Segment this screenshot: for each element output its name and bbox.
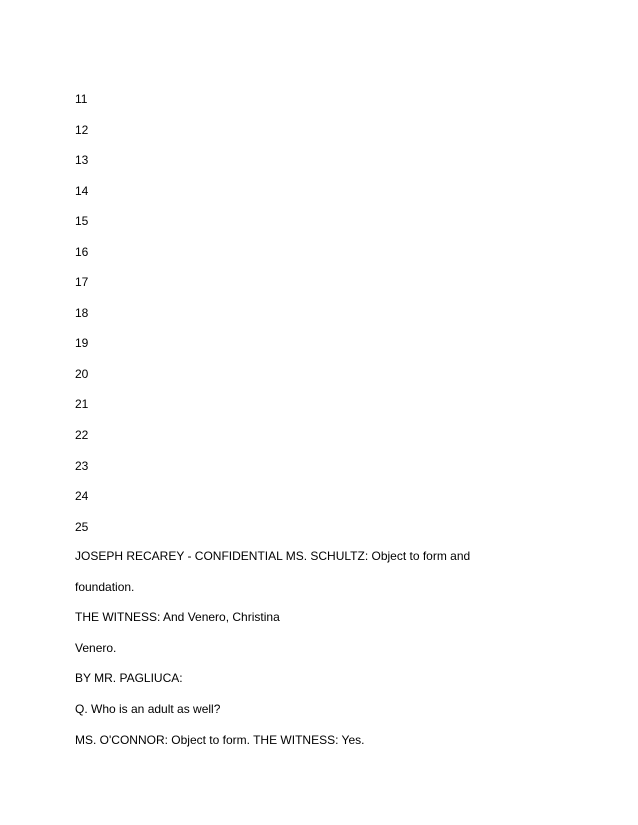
line-number: 11 — [75, 92, 88, 106]
transcript-line: foundation. — [75, 579, 135, 594]
transcript-text — [75, 549, 595, 763]
line-number: 12 — [75, 122, 89, 137]
line-number: 15 — [75, 214, 89, 229]
line-number: 16 — [75, 244, 89, 259]
line-number: 20 — [75, 366, 89, 381]
line-number-column — [75, 92, 88, 550]
transcript-line: Venero. — [75, 640, 117, 655]
line-number: 24 — [75, 489, 89, 504]
transcript-line: JOSEPH RECAREY - CONFIDENTIAL MS. SCHULTZ: Object to form and — [75, 549, 471, 563]
line-number: 23 — [75, 458, 89, 473]
transcript-line: BY MR. PAGLIUCA: — [75, 671, 183, 686]
line-number: 22 — [75, 428, 89, 443]
line-number: 25 — [75, 519, 89, 534]
line-number: 13 — [75, 153, 89, 168]
transcript-line: MS. O'CONNOR: Object to form. THE WITNESS: Yes. — [75, 732, 365, 747]
line-number: 18 — [75, 305, 89, 320]
transcript-line: Q. Who is an adult as well? — [75, 701, 221, 716]
line-number: 17 — [75, 275, 89, 290]
line-number: 21 — [75, 397, 89, 412]
transcript-line: THE WITNESS: And Venero, Christina — [75, 610, 280, 625]
line-number: 19 — [75, 336, 89, 351]
line-number: 14 — [75, 183, 89, 198]
